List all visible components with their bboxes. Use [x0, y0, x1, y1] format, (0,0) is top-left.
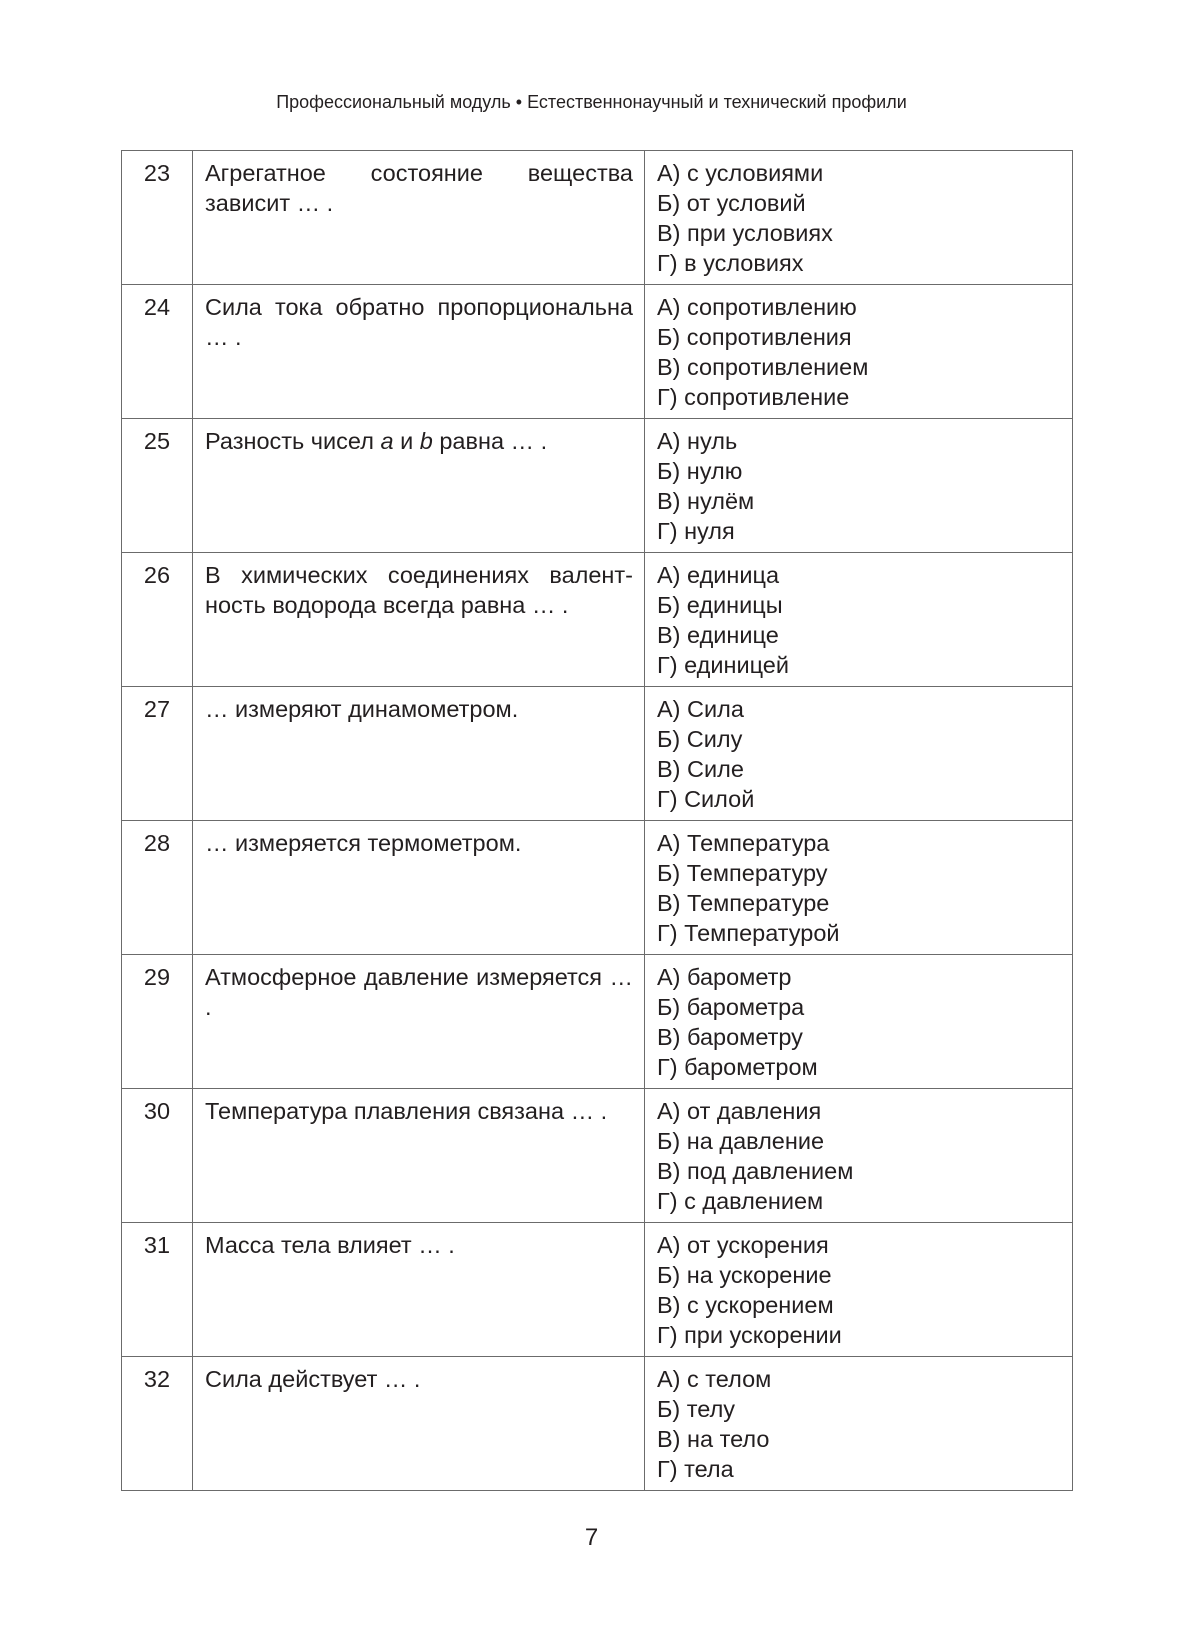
question-number: 27 — [122, 687, 193, 821]
answer-option: Б) Силу — [657, 726, 743, 752]
table-row — [122, 1357, 1073, 1491]
question-number: 26 — [122, 553, 193, 687]
table-row — [122, 1223, 1073, 1357]
answer-options — [645, 151, 1073, 285]
question-number: 25 — [122, 419, 193, 553]
answer-option: В) Силе — [657, 756, 744, 782]
answer-options — [645, 285, 1073, 419]
answer-options — [645, 955, 1073, 1089]
answer-option: Г) нуля — [657, 518, 735, 544]
answer-option: А) от ускорения — [657, 1232, 829, 1258]
tests-table — [121, 150, 1073, 1491]
answer-option: Б) нулю — [657, 458, 743, 484]
table-row — [122, 419, 1073, 553]
question-text: Сила тока обратно пропорциональна … . — [193, 285, 645, 419]
answer-option: В) единице — [657, 622, 779, 648]
answer-option: А) Сила — [657, 696, 744, 722]
answer-option: Б) на ускорение — [657, 1262, 832, 1288]
question-text: Агрегатное состояние вещества зависит … . — [193, 151, 645, 285]
question-text — [193, 419, 645, 553]
answer-option: Г) при ускорении — [657, 1322, 842, 1348]
answer-option: А) с телом — [657, 1366, 772, 1392]
answer-options — [645, 1223, 1073, 1357]
question-text-part: и — [393, 428, 420, 454]
question-text: Температура плавления связана … . — [193, 1089, 645, 1223]
answer-options — [645, 419, 1073, 553]
answer-options — [645, 1089, 1073, 1223]
answer-option: В) при условиях — [657, 220, 833, 246]
answer-option: В) барометру — [657, 1024, 803, 1050]
question-text: Сила действует … . — [193, 1357, 645, 1491]
question-text-part: равна … . — [432, 428, 548, 454]
answer-option: Б) от условий — [657, 190, 806, 216]
answer-option: А) Температура — [657, 830, 830, 856]
answer-option: Г) тела — [657, 1456, 734, 1482]
answer-option: Г) Силой — [657, 786, 755, 812]
answer-option: В) нулём — [657, 488, 755, 514]
answer-option: Б) на давление — [657, 1128, 825, 1154]
answer-option: Б) барометра — [657, 994, 805, 1020]
answer-option: В) Температуре — [657, 890, 830, 916]
answer-option: Б) телу — [657, 1396, 736, 1422]
question-number: 24 — [122, 285, 193, 419]
answer-option: В) на тело — [657, 1426, 770, 1452]
answer-option: Г) Температурой — [657, 920, 840, 946]
table-row — [122, 553, 1073, 687]
answer-options — [645, 1357, 1073, 1491]
answer-option: А) нуль — [657, 428, 738, 454]
question-text: … измеряют динамометром. — [193, 687, 645, 821]
question-number: 29 — [122, 955, 193, 1089]
answer-option: Б) Температуру — [657, 860, 828, 886]
answer-option: Б) единицы — [657, 592, 783, 618]
answer-options — [645, 821, 1073, 955]
question-text: Атмосферное давление измеряется … . — [193, 955, 645, 1089]
table-row — [122, 285, 1073, 419]
running-header: Профессиональный модуль • Естественнонаучный и технический профили — [276, 92, 907, 112]
answer-option: В) сопротивлением — [657, 354, 869, 380]
answer-option: А) сопротивлению — [657, 294, 857, 320]
table-row — [122, 687, 1073, 821]
answer-option: Г) с давлением — [657, 1188, 824, 1214]
answer-options — [645, 687, 1073, 821]
answer-option: Г) барометром — [657, 1054, 818, 1080]
answer-option: А) единица — [657, 562, 780, 588]
answer-option: А) барометр — [657, 964, 792, 990]
table-row — [122, 821, 1073, 955]
table-row — [122, 955, 1073, 1089]
question-number: 32 — [122, 1357, 193, 1491]
page-number: 7 — [584, 1524, 599, 1551]
table-row — [122, 1089, 1073, 1223]
variable-b: b — [419, 428, 433, 454]
answer-option: В) под давлением — [657, 1158, 854, 1184]
question-text: Масса тела влияет … . — [193, 1223, 645, 1357]
answer-option: Г) в условиях — [657, 250, 804, 276]
question-number: 31 — [122, 1223, 193, 1357]
question-text: … измеряется термометром. — [193, 821, 645, 955]
answer-option: А) от давления — [657, 1098, 822, 1124]
answer-option: В) с ускорением — [657, 1292, 834, 1318]
question-text: В химических соединениях валентность водорода всегда равна … . — [193, 553, 645, 687]
question-text-part: Разность чисел — [205, 428, 381, 454]
answer-option: Г) единицей — [657, 652, 789, 678]
answer-option: Б) сопротивления — [657, 324, 852, 350]
answer-options — [645, 553, 1073, 687]
table-row — [122, 151, 1073, 285]
question-number: 28 — [122, 821, 193, 955]
question-number: 23 — [122, 151, 193, 285]
question-number: 30 — [122, 1089, 193, 1223]
variable-a: a — [380, 428, 394, 454]
answer-option: А) с условиями — [657, 160, 824, 186]
answer-option: Г) сопротивление — [657, 384, 850, 410]
